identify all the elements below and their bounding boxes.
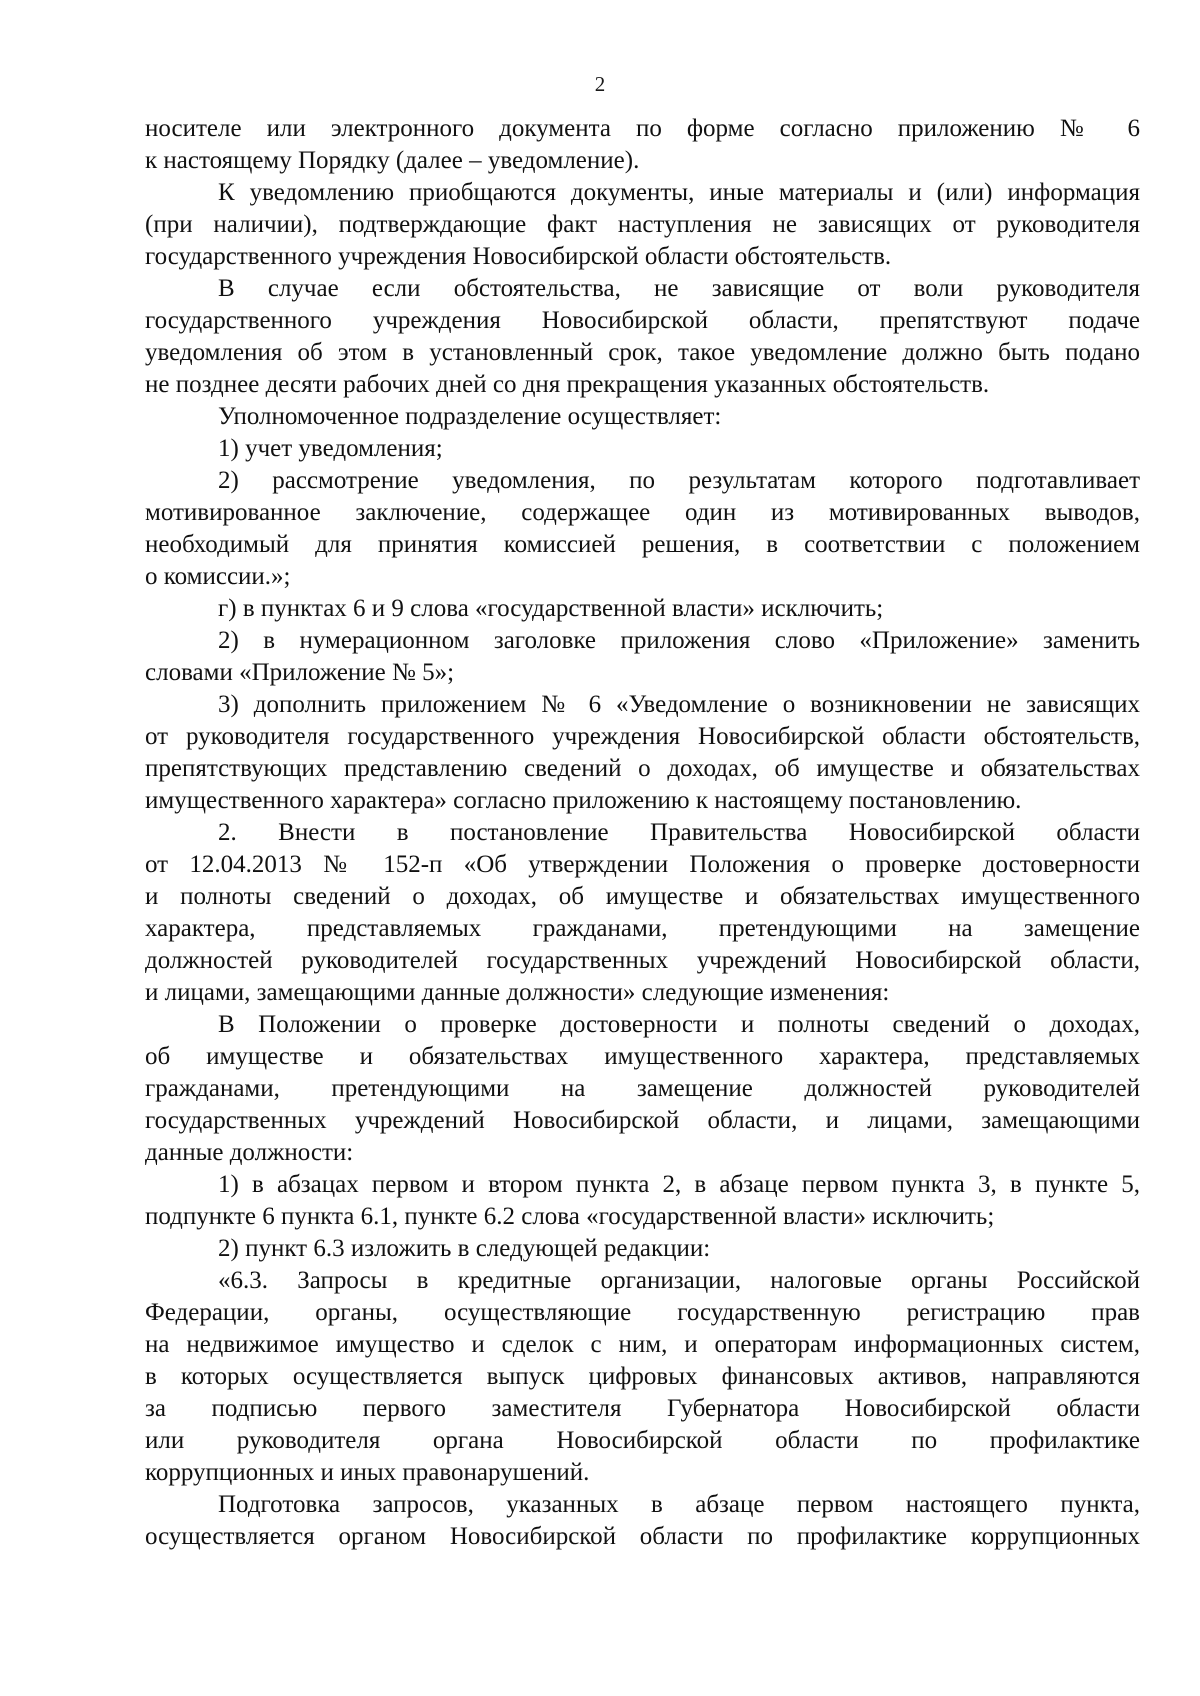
text-line: препятствующих представлению сведений о доходах, об имуществе и обязательствах xyxy=(145,755,1140,782)
text-line: государственного учреждения Новосибирской области, препятствуют подаче xyxy=(145,307,1140,334)
text-line: в которых осуществляется выпуск цифровых финансовых активов, направляются xyxy=(145,1363,1140,1390)
text-line: осуществляется органом Новосибирской области по профилактике коррупционных xyxy=(145,1523,1140,1550)
text-line: «6.3. Запросы в кредитные организации, налоговые органы Российской xyxy=(218,1267,1140,1294)
text-line: и лицами, замещающими данные должности» следующие изменения: xyxy=(145,979,890,1006)
text-line: В случае если обстоятельства, не зависящие от воли руководителя xyxy=(218,275,1140,302)
text-line: должностей руководителей государственных учреждений Новосибирской области, xyxy=(145,947,1140,974)
text-line: на недвижимое имущество и сделок с ним, и операторам информационных систем, xyxy=(145,1331,1140,1358)
text-line: Уполномоченное подразделение осуществляет: xyxy=(218,403,722,430)
text-line: г) в пунктах 6 и 9 слова «государственной власти» исключить; xyxy=(218,595,884,622)
text-line: уведомления об этом в установленный срок, такое уведомление должно быть подано xyxy=(145,339,1140,366)
text-line: от 12.04.2013 № 152-п «Об утверждении Положения о проверке достоверности xyxy=(145,851,1140,878)
text-line: словами «Приложение № 5»; xyxy=(145,659,455,686)
text-line: имущественного характера» согласно приложению к настоящему постановлению. xyxy=(145,787,1022,814)
text-line: государственного учреждения Новосибирской области обстоятельств. xyxy=(145,243,892,270)
text-line: 2) пункт 6.3 изложить в следующей редакции: xyxy=(218,1235,711,1262)
text-line: Федерации, органы, осуществляющие государственную регистрацию прав xyxy=(145,1299,1140,1326)
text-line: к настоящему Порядку (далее – уведомление). xyxy=(145,147,640,174)
text-line: и полноты сведений о доходах, об имуществе и обязательствах имущественного xyxy=(145,883,1140,910)
text-line: подпункте 6 пункта 6.1, пункте 6.2 слова «государственной власти» исключить; xyxy=(145,1203,995,1230)
text-line: В Положении о проверке достоверности и полноты сведений о доходах, xyxy=(218,1011,1140,1038)
text-line: 1) в абзацах первом и втором пункта 2, в абзаце первом пункта 3, в пункте 5, xyxy=(218,1171,1140,1198)
text-line: государственных учреждений Новосибирской области, и лицами, замещающими xyxy=(145,1107,1140,1134)
text-line: К уведомлению приобщаются документы, иные материалы и (или) информация xyxy=(218,179,1140,206)
text-line: (при наличии), подтверждающие факт наступления не зависящих от руководителя xyxy=(145,211,1140,238)
text-line: необходимый для принятия комиссией решения, в соответствии с положением xyxy=(145,531,1140,558)
text-line: не позднее десяти рабочих дней со дня прекращения указанных обстоятельств. xyxy=(145,371,990,398)
text-line: Подготовка запросов, указанных в абзаце первом настоящего пункта, xyxy=(218,1491,1140,1518)
text-line: от руководителя государственного учреждения Новосибирской области обстоятельств, xyxy=(145,723,1140,750)
text-line: 2) рассмотрение уведомления, по результатам которого подготавливает xyxy=(218,467,1140,494)
text-line: 2. Внести в постановление Правительства Новосибирской области xyxy=(218,819,1140,846)
text-line: данные должности: xyxy=(145,1139,354,1166)
page-number: 2 xyxy=(594,72,606,96)
text-line: 1) учет уведомления; xyxy=(218,435,443,462)
text-line: характера, представляемых гражданами, претендующими на замещение xyxy=(145,915,1140,942)
text-line: мотивированное заключение, содержащее один из мотивированных выводов, xyxy=(145,499,1140,526)
text-line: коррупционных и иных правонарушений. xyxy=(145,1459,590,1486)
text-line: носителе или электронного документа по форме согласно приложению № 6 xyxy=(145,115,1140,142)
text-line: гражданами, претендующими на замещение должностей руководителей xyxy=(145,1075,1140,1102)
document-body xyxy=(145,113,1140,1553)
text-line: 2) в нумерационном заголовке приложения слово «Приложение» заменить xyxy=(218,627,1140,654)
text-line: за подписью первого заместителя Губернатора Новосибирской области xyxy=(145,1395,1140,1422)
text-line: об имуществе и обязательствах имущественного характера, представляемых xyxy=(145,1043,1140,1070)
text-line: или руководителя органа Новосибирской области по профилактике xyxy=(145,1427,1140,1454)
text-line: о комиссии.»; xyxy=(145,563,291,590)
text-line: 3) дополнить приложением № 6 «Уведомление о возникновении не зависящих xyxy=(218,691,1140,718)
